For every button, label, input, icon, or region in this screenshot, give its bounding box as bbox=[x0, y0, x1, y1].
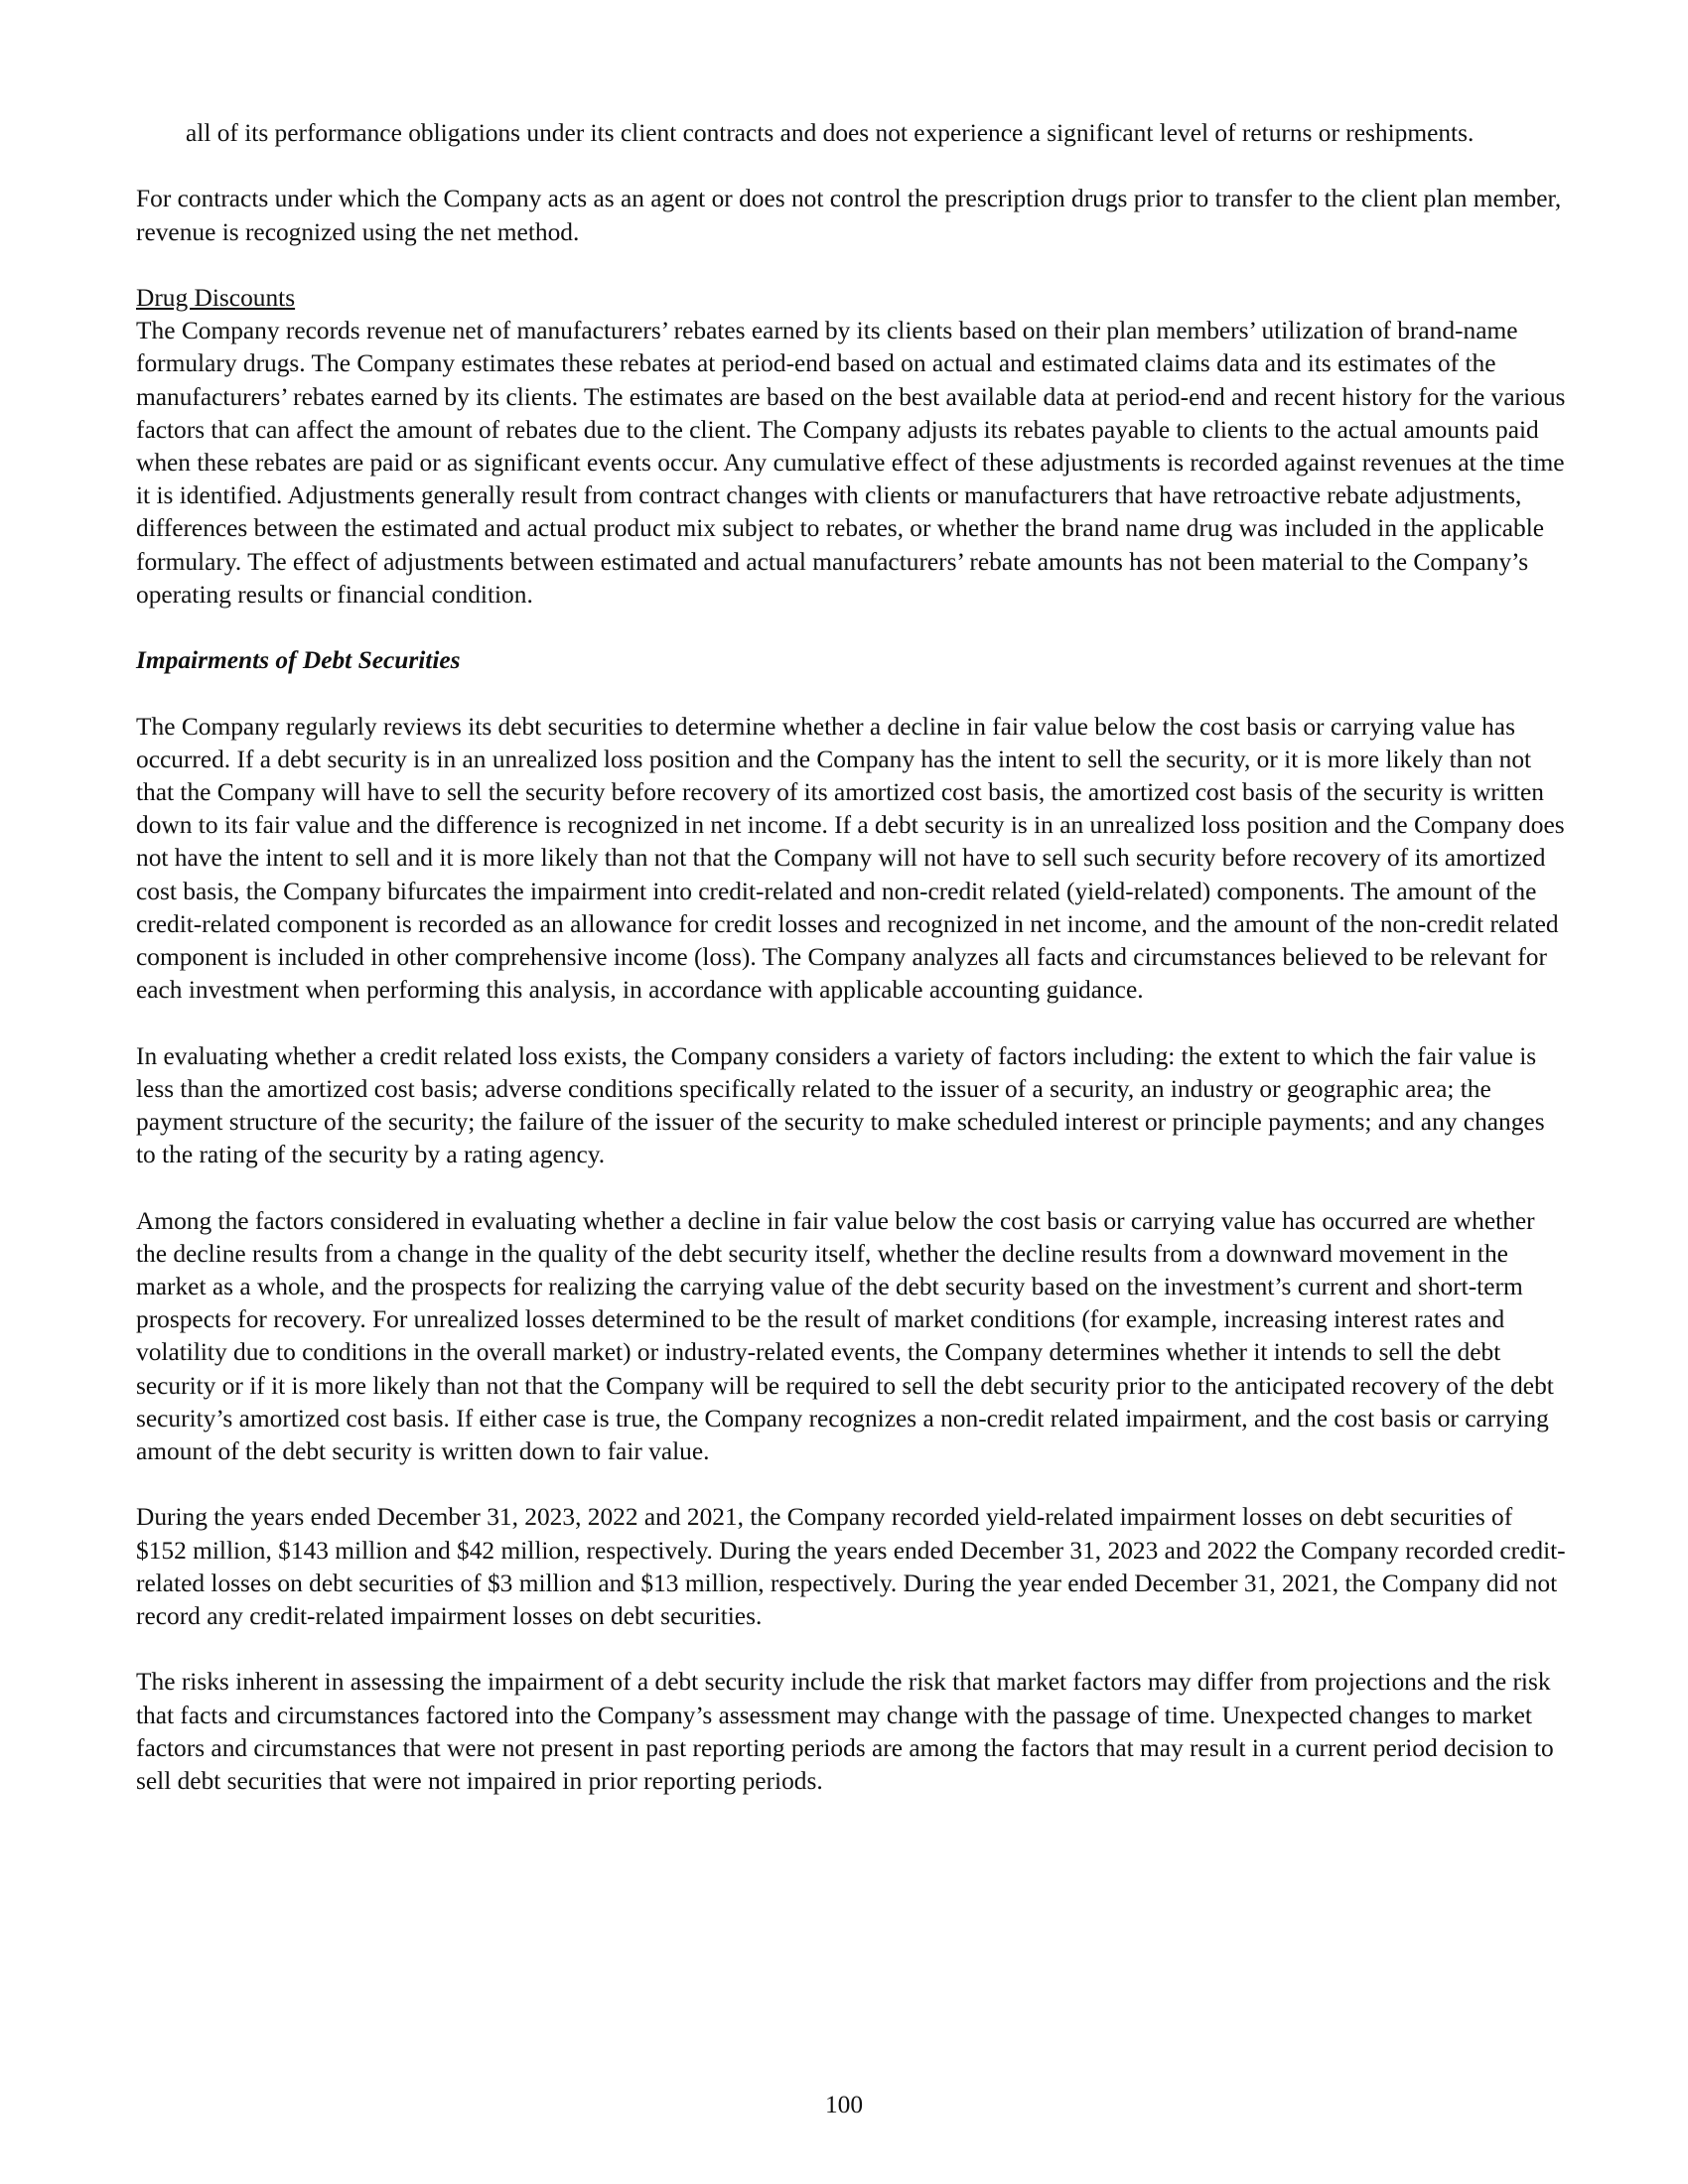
impairments-paragraph-4: During the years ended December 31, 2023, 2022 and 2021, the Company recorded yield-related impairment losses on debt securities of $152 million, $143 million and $42 million, respectively. During the years ended December 31, 2023 and 2022 the Company recorded credit-related losses on debt securities of $3 million and $13 million, respectively. During the year ended December 31, 2021, the Company did not record any credit-related impairment losses on debt securities. bbox=[136, 1503, 1566, 1631]
impairments-paragraph-2: In evaluating whether a credit related loss exists, the Company considers a variety of factors including: the extent to which the fair value is less than the amortized cost basis; adverse conditions specifically related to the issuer of a security, an industry or geographic area; the payment structure of the security; the failure of the issuer of the security to make scheduled interest or principle payments; and any changes to the rating of the security by a rating agency. bbox=[136, 1041, 1545, 1169]
impairments-heading: Impairments of Debt Securities bbox=[136, 646, 461, 675]
document-page bbox=[136, 117, 1566, 1831]
impairments-paragraph-5: The risks inherent in assessing the impairment of a debt security include the risk that market factors may differ from projections and the risk that facts and circumstances factored into the Company’s assessment may change with the passage of time. Unexpected changes to market factors and circumstances that were not present in past reporting periods are among the factors that may result in a current period decision to sell debt securities that were not impaired in prior reporting periods. bbox=[136, 1668, 1554, 1796]
drug-discounts-section bbox=[136, 282, 1566, 612]
page-number: 100 bbox=[824, 2091, 864, 2118]
continuation-paragraph: all of its performance obligations under its client contracts and does not experience a significant level of returns or reshipments. bbox=[186, 119, 1475, 147]
drug-discounts-subheading: Drug Discounts bbox=[136, 283, 296, 312]
impairments-paragraph-1: The Company regularly reviews its debt securities to determine whether a decline in fair value below the cost basis or carrying value has occurred. If a debt security is in an unrealized loss position and the Company has the intent to sell the security, or it is more likely than not that the Company will have to sell the security before recovery of its amortized cost basis, the amortized cost basis of the security is written down to its fair value and the difference is recognized in net income. If a debt security is in an unrealized loss position and the Company does not have the intent to sell and it is more likely than not that the Company will not have to sell such security before recovery of its amortized cost basis, the Company bifurcates the impairment into credit-related and non-credit related (yield-related) components. The amount of the credit-related component is recorded as an allowance for credit losses and recognized in net income, and the amount of the non-credit related component is included in other comprehensive income (loss). The Company analyzes all facts and circumstances believed to be relevant for each investment when performing this analysis, in accordance with applicable accounting guidance. bbox=[136, 712, 1565, 1005]
drug-discounts-body: The Company records revenue net of manufacturers’ rebates earned by its clients based on their plan members’ utilization of brand-name formulary drugs. The Company estimates these rebates at period-end based on actual and estimated claims data and its estimates of the manufacturers’ rebates earned by its clients. The estimates are based on the best available data at period-end and recent history for the various factors that can affect the amount of rebates due to the client. The Company adjusts its rebates payable to clients to the actual amounts paid when these rebates are paid or as significant events occur. Any cumulative effect of these adjustments is recorded against revenues at the time it is identified. Adjustments generally result from contract changes with clients or manufacturers that have retroactive rebate adjustments, differences between the estimated and actual product mix subject to rebates, or whether the brand name drug was included in the applicable formulary. The effect of adjustments between estimated and actual manufacturers’ rebate amounts has not been material to the Company’s operating results or financial condition. bbox=[136, 317, 1566, 609]
impairments-paragraph-3: Among the factors considered in evaluating whether a decline in fair value below the cost basis or carrying value has occurred are whether the decline results from a change in the quality of the debt security itself, whether the decline results from a downward movement in the market as a whole, and the prospects for realizing the carrying value of the debt security based on the investment’s current and short-term prospects for recovery. For unrealized losses determined to be the result of market conditions (for example, increasing interest rates and volatility due to conditions in the overall market) or industry-related events, the Company determines whether it intends to sell the debt security or if it is more likely than not that the Company will be required to sell the debt security prior to the anticipated recovery of the debt security’s amortized cost basis. If either case is true, the Company recognizes a non-credit related impairment, and the cost basis or carrying amount of the debt security is written down to fair value. bbox=[136, 1206, 1554, 1466]
net-method-paragraph: For contracts under which the Company acts as an agent or does not control the prescription drugs prior to transfer to the client plan member, revenue is recognized using the net method. bbox=[136, 185, 1562, 246]
